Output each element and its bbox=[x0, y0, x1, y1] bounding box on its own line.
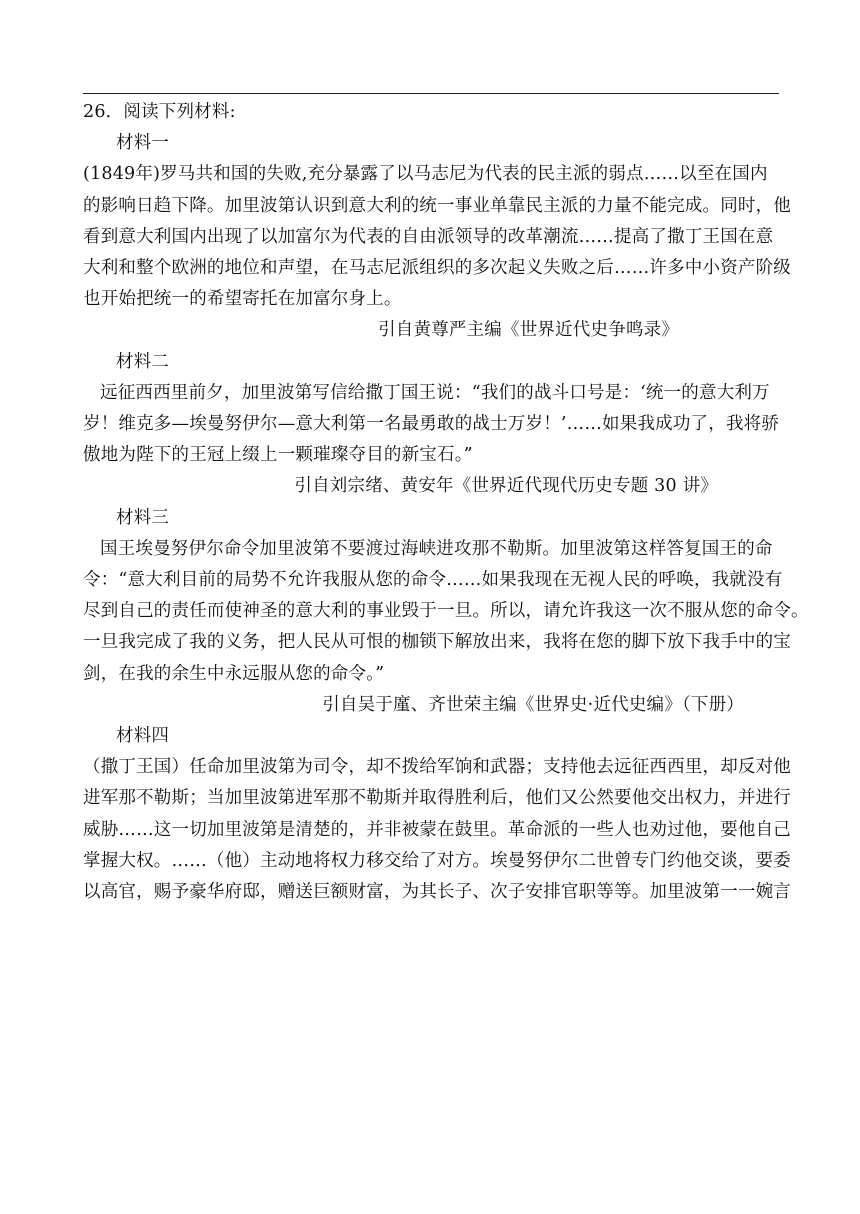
material-1-line-1: (1849年)罗马共和国的失败,充分暴露了以马志尼为代表的民主派的弱点……以至在国内 bbox=[83, 164, 768, 185]
material-2-line-1: 远征西西里前夕，加里波第写信给撒丁国王说：“我们的战斗口号是：‘统一的意大利万 bbox=[100, 382, 770, 403]
header-rule bbox=[83, 93, 779, 94]
material-2-line-3: 傲地为陛下的王冠上缀上一颗璀璨夺目的新宝石。” bbox=[83, 445, 473, 466]
document-body bbox=[83, 97, 809, 908]
material-4-line-2: 进军那不勒斯；当加里波第进军那不勒斯并取得胜利后，他们又公然要他交出权力，并进行 bbox=[83, 788, 791, 809]
material-2-citation: 引自刘宗绪、黄安年《世界近代现代历史专题 30 讲》 bbox=[294, 476, 718, 497]
material-4-title: 材料四 bbox=[116, 726, 170, 747]
material-1-title: 材料一 bbox=[116, 133, 170, 154]
material-4-line-3: 威胁……这一切加里波第是清楚的，并非被蒙在鼓里。革命派的一些人也劝过他，要他自己 bbox=[83, 819, 791, 840]
material-2-line-2: 岁！维克多—埃曼努伊尔—意大利第一名最勇敢的战士万岁！’……如果我成功了，我将骄 bbox=[83, 414, 780, 435]
material-1-line-2: 的影响日趋下降。加里波第认识到意大利的统一事业单靠民主派的力量不能完成。同时，他 bbox=[83, 195, 791, 216]
material-1-line-5: 也开始把统一的希望寄托在加富尔身上。 bbox=[83, 289, 402, 310]
material-2-title: 材料二 bbox=[116, 351, 170, 372]
material-3-citation: 引自吴于廑、齐世荣主编《世界史·近代史编》（下册） bbox=[322, 694, 744, 715]
material-3-line-2: 令：“意大利目前的局势不允许我服从您的命令……如果我现在无视人民的呼唤，我就没有 bbox=[83, 570, 783, 591]
material-4-line-4: 掌握大权。……（他）主动地将权力移交给了对方。埃曼努伊尔二世曾专门约他交谈，要委 bbox=[83, 850, 791, 871]
material-1-line-4: 大利和整个欧洲的地位和声望，在马志尼派组织的多次起义失败之后……许多中小资产阶级 bbox=[83, 258, 791, 279]
material-3-line-3: 尽到自己的责任而使神圣的意大利的事业毁于一旦。所以，请允许我这一次不服从您的命令。 bbox=[83, 601, 809, 622]
material-4-line-5: 以高官，赐予豪华府邸，赠送巨额财富，为其长子、次子安排官职等等。加里波第一一婉言 bbox=[83, 882, 791, 903]
material-3-line-5: 剑，在我的余生中永远服从您的命令。” bbox=[83, 663, 385, 684]
material-4-line-1: （撒丁王国）任命加里波第为司令，却不拨给军饷和武器；支持他去远征西西里，却反对他 bbox=[83, 757, 791, 778]
question-header: 26．阅读下列材料: bbox=[83, 102, 236, 122]
material-1-citation: 引自黄尊严主编《世界近代史争鸣录》 bbox=[378, 320, 679, 341]
material-3-line-4: 一旦我完成了我的义务，把人民从可恨的枷锁下解放出来，我将在您的脚下放下我手中的宝 bbox=[83, 632, 791, 653]
material-1-line-3: 看到意大利国内出现了以加富尔为代表的自由派领导的改革潮流……提高了撒丁王国在意 bbox=[83, 226, 774, 247]
material-3-line-1: 国王埃曼努伊尔命令加里波第不要渡过海峡进攻那不勒斯。加里波第这样答复国王的命 bbox=[100, 538, 773, 559]
material-3-title: 材料三 bbox=[116, 507, 170, 528]
